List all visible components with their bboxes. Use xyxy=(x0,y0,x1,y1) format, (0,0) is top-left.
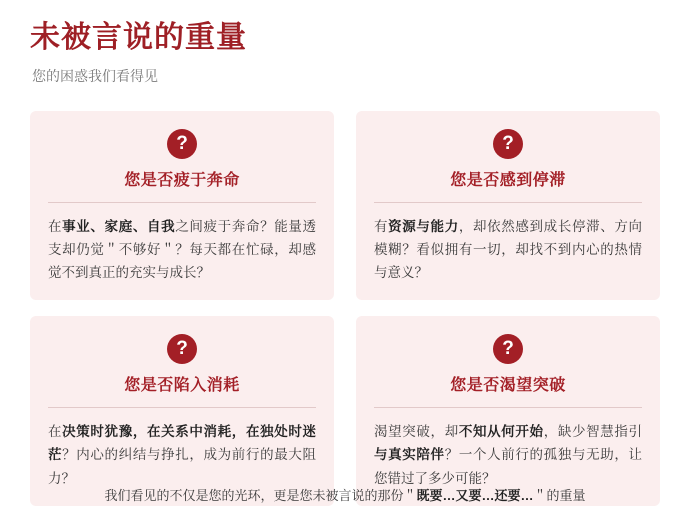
card-icon-wrapper xyxy=(374,129,642,159)
card-title: 您是否疲于奔命 xyxy=(124,171,240,189)
question-card xyxy=(356,316,660,506)
question-card xyxy=(30,316,334,506)
card-body: 在决策时犹豫，在关系中消耗，在独处时迷茫？内心的纠结与挣扎，成为前行的最大阻力？ xyxy=(48,424,317,486)
footer-summary: 我们看见的不仅是您的光环，更是您未被言说的那份＂既要…又要…还要…＂的重量 xyxy=(104,488,586,503)
question-card xyxy=(356,111,660,301)
card-title: 您是否陷入消耗 xyxy=(124,377,240,395)
card-icon-wrapper xyxy=(48,129,316,159)
card-body: 渴望突破，却不知从何开始，缺少智慧指引与真实陪伴？一个人前行的孤独与无助，让您错过了多少可能？ xyxy=(374,424,643,486)
question-card-grid xyxy=(30,111,660,506)
page-header xyxy=(30,0,660,87)
card-title: 您是否渴望突破 xyxy=(450,377,566,395)
question-card xyxy=(30,111,334,301)
question-mark-icon: ? xyxy=(493,334,523,364)
page-title: 未被言说的重量 xyxy=(30,21,247,54)
card-title: 您是否感到停滞 xyxy=(450,171,566,189)
question-mark-icon: ? xyxy=(493,129,523,159)
card-divider xyxy=(374,202,642,203)
question-mark-icon: ? xyxy=(167,129,197,159)
card-divider xyxy=(48,202,316,203)
card-divider xyxy=(48,407,316,408)
card-body: 有资源与能力，却依然感到成长停滞、方向模糊？看似拥有一切，却找不到内心的热情与意义？ xyxy=(374,218,643,281)
page-subtitle: 您的困惑我们看得见 xyxy=(32,68,158,84)
question-mark-icon: ? xyxy=(167,334,197,364)
card-divider xyxy=(374,407,642,408)
card-icon-wrapper xyxy=(374,334,642,364)
card-icon-wrapper xyxy=(48,334,316,364)
card-body: 在事业、家庭、自我之间疲于奔命？能量透支却仍觉＂不够好＂？每天都在忙碌，却感觉不到真正的充实与成长？ xyxy=(48,218,317,281)
